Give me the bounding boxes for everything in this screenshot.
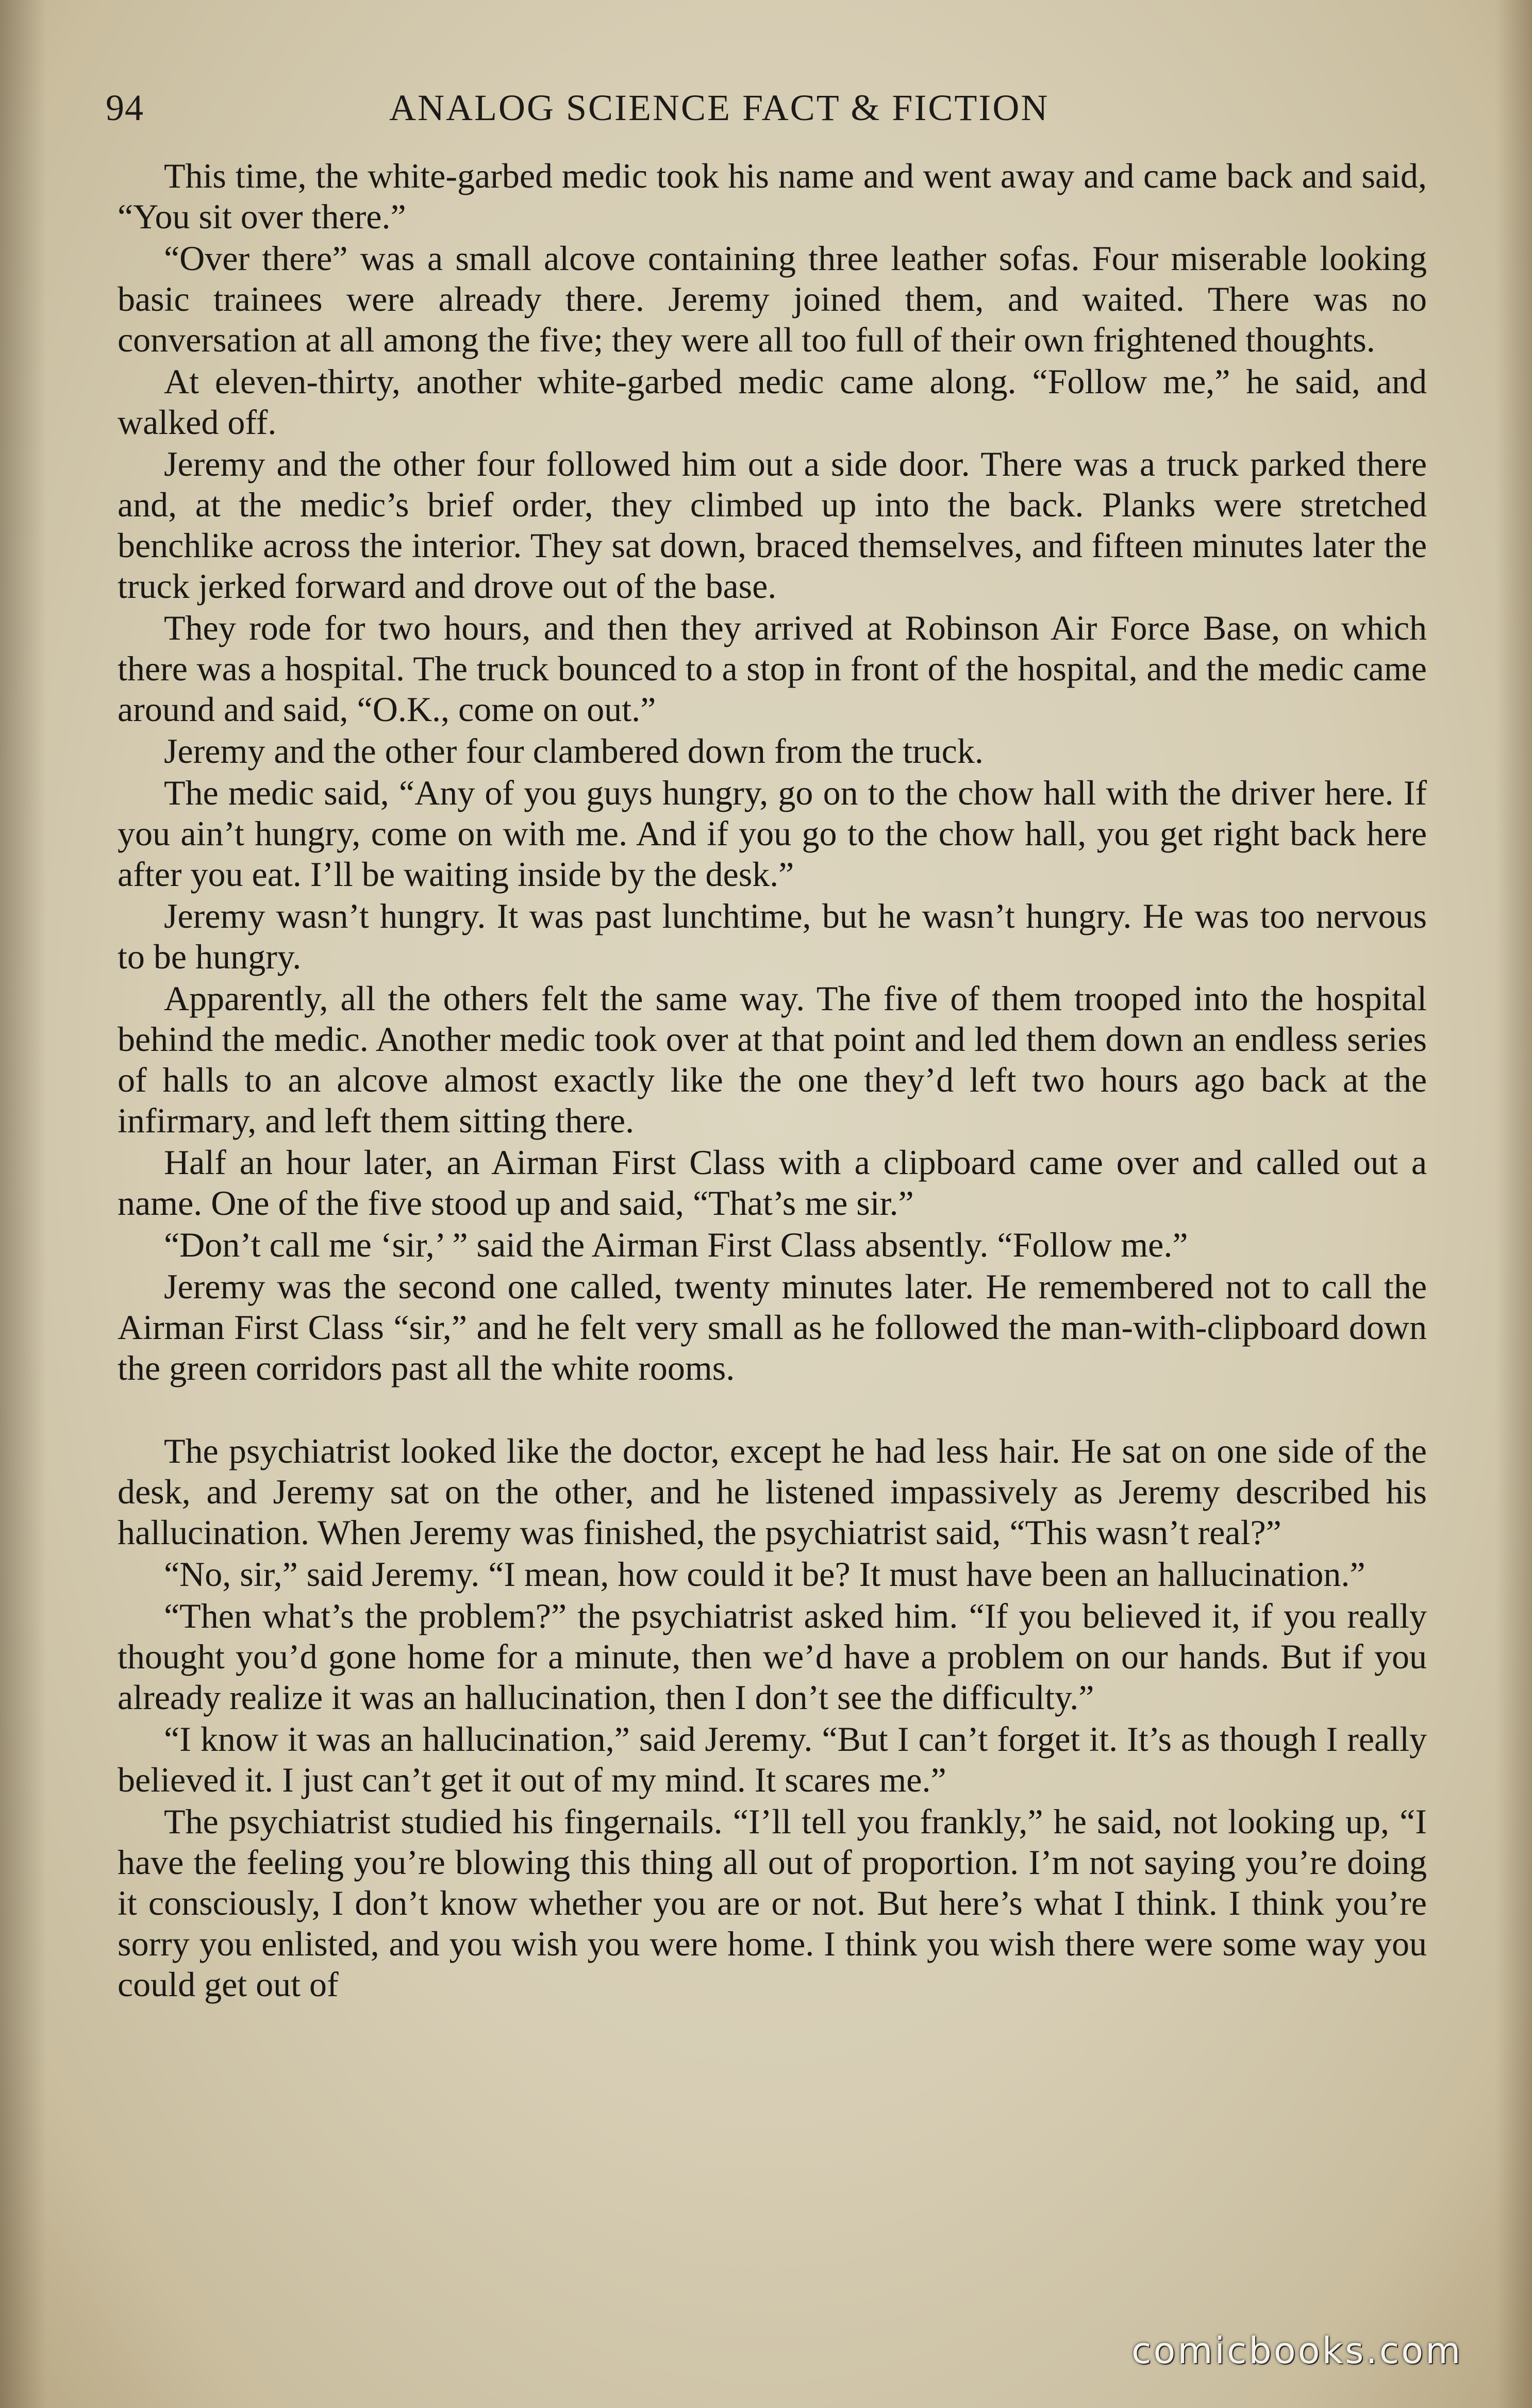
page-edge-shadow [1496,0,1532,2408]
paragraph: “No, sir,” said Jeremy. “I mean, how could it be? It must have been an hallucination.” [164,1554,1366,1594]
paragraph: “Don’t call me ‘sir,’ ” said the Airman First Class absently. “Follow me.” [164,1225,1188,1264]
paragraph: Jeremy wasn’t hungry. It was past lunchtime, but he wasn’t hungry. He was too nervous to be hungry. [118,896,1427,976]
paragraph: “Over there” was a small alcove containing three leather sofas. Four miserable looking basic trainees were already there. Jeremy joined them, and waited. There was no conversation at all among the five; they were all too full of their own frightened thoughts. [118,239,1427,359]
page-header [106,87,1425,143]
page-number: 94 [106,87,144,128]
paragraph: The psychiatrist studied his fingernails. “I’ll tell you frankly,” he said, not looking up, “I have the feeling you’re blowing this thing all out of proportion. I’m not saying you’re doing it consciously, I don’t know whether you are or not. But here’s what I think. I think you’re sorry you enlisted, and you wish you were home. I think you wish there were some way you could get out of [118,1802,1427,2004]
section-break [118,1390,1427,1431]
paragraph: Jeremy was the second one called, twenty minutes later. He remembered not to call the Airman First Class “sir,” and he felt very small as he followed the man-with-clipboard down the green corridors past all the white rooms. [118,1267,1427,1387]
watermark: comicbooks.com [1131,2330,1463,2372]
paragraph: They rode for two hours, and then they arrived at Robinson Air Force Base, on which there was a hospital. The truck bounced to a stop in front of the hospital, and the medic came around and said, “O.K., come on out.” [118,608,1427,729]
paragraph: “Then what’s the problem?” the psychiatrist asked him. “If you believed it, if you really thought you’d gone home for a minute, then we’d have a problem on our hands. But if you already realize it was an hallucination, then I don’t see the difficulty.” [118,1596,1427,1717]
paragraph: Jeremy and the other four clambered down from the truck. [164,731,984,771]
paragraph: “I know it was an hallucination,” said Jeremy. “But I can’t forget it. It’s as though I really believed it. I just can’t get it out of my mind. It scares me.” [118,1719,1427,1799]
paragraph: Half an hour later, an Airman First Class with a clipboard came over and called out a name. One of the five stood up and said, “That’s me sir.” [118,1143,1427,1223]
paragraph: This time, the white-garbed medic took his name and went away and came back and said, “You sit over there.” [118,156,1427,236]
running-head: ANALOG SCIENCE FACT & FICTION [389,87,1050,128]
paragraph: The medic said, “Any of you guys hungry, go on to the chow hall with the driver here. If you ain’t hungry, come on with me. And if you go to the chow hall, you get right back here after you eat. I’ll be waiting inside by the desk.” [118,773,1427,894]
paragraph: The psychiatrist looked like the doctor, except he had less hair. He sat on one side of the desk, and Jeremy sat on the other, and he listened impassively as Jeremy described his hallucination. When Jeremy was finished, the psychiatrist said, “This wasn’t real?” [118,1431,1427,1552]
paragraph: Jeremy and the other four followed him out a side door. There was a truck parked there and, at the medic’s brief order, they climbed up into the back. Planks were stretched benchlike across the interior. They sat down, braced themselves, and fifteen minutes later the truck jerked forward and drove out of the base. [118,444,1427,606]
paragraph: At eleven-thirty, another white-garbed medic came along. “Follow me,” he said, and walked off. [118,362,1427,442]
body-text [118,156,1427,2006]
paragraph: Apparently, all the others felt the same way. The five of them trooped into the hospital behind the medic. Another medic took over at that point and led them down an endless series of halls to an alcove almost exactly like the one they’d left two hours ago back at the infirmary, and left them sitting there. [118,979,1427,1140]
gutter-shadow [0,0,46,2408]
